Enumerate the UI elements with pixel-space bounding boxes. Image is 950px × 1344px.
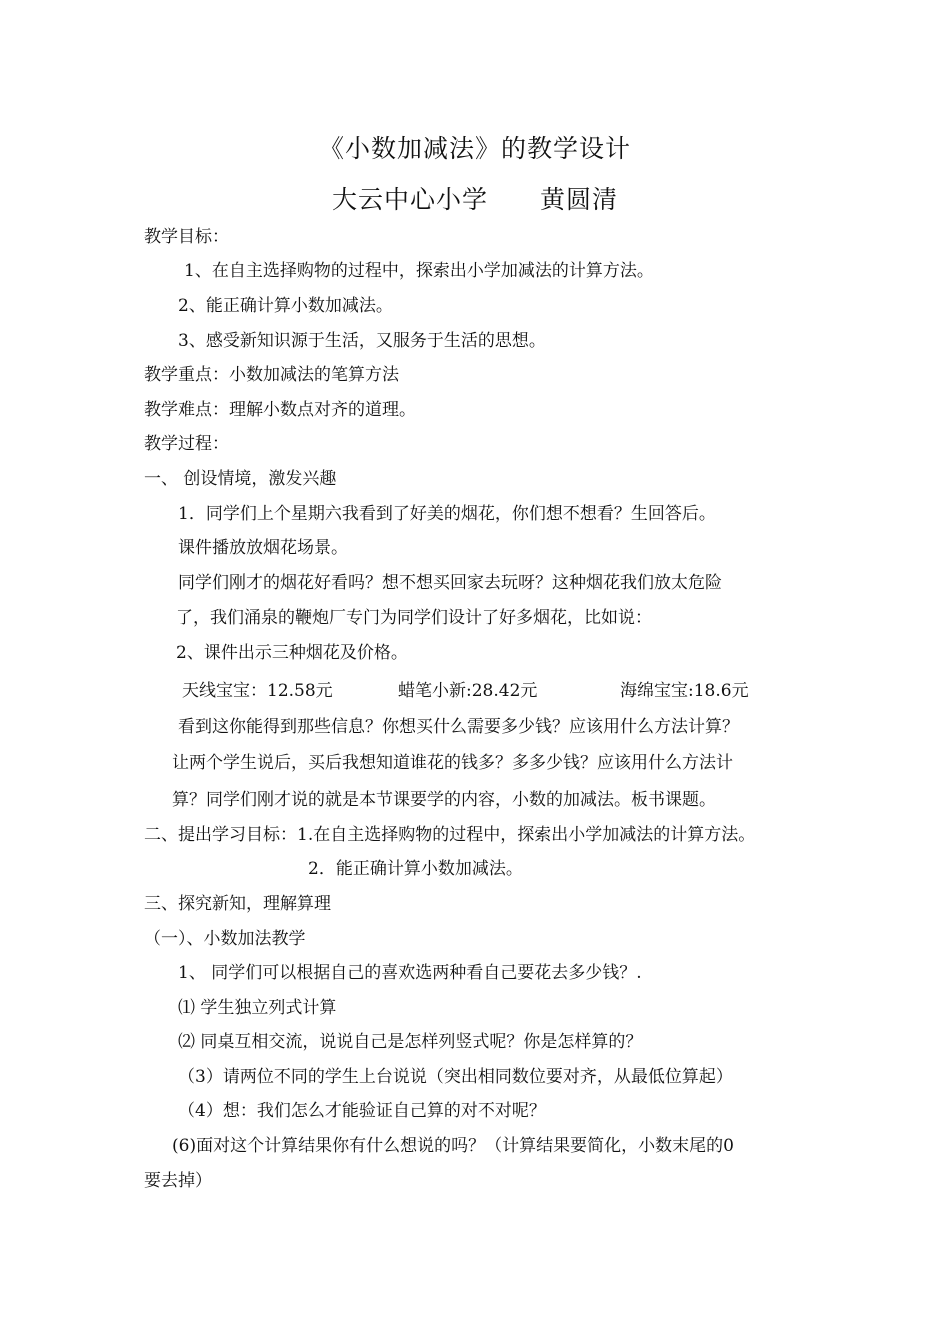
section-heading-two: 二、提出学习目标：1.在自主选择购物的过程中，探索出小学加减法的计算方法。 (144, 825, 756, 845)
section-heading-one: 一、 创设情境，激发兴趣 (144, 469, 337, 489)
paragraph-line: 让两个学生说后，买后我想知道谁花的钱多？多多少钱？应该用什么方法计 (172, 753, 733, 773)
paragraph-line: 2、课件出示三种烟花及价格。 (176, 643, 408, 663)
subsection-heading: （一）、小数加法教学 (144, 929, 306, 949)
key-point-line: 教学重点：小数加减法的笔算方法 (144, 365, 399, 385)
step-line: ⑵ 同桌互相交流，说说自己是怎样列竖式呢？你是怎样算的？ (178, 1032, 643, 1052)
step-line: （4）想：我们怎么才能验证自己算的对不对呢？ (178, 1101, 546, 1121)
step-line: （3）请两位不同的学生上台说说（突出相同数位要对齐，从最低位算起） (178, 1067, 733, 1087)
paragraph-line: 了，我们涌泉的鞭炮厂专门为同学们设计了好多烟花，比如说： (176, 608, 652, 628)
price-item-haimian: 海绵宝宝:18.6元 (620, 681, 749, 701)
step-line-continued: 要去掉） (144, 1171, 212, 1191)
paragraph-line: 1．同学们上个星期六我看到了好美的烟花，你们想不想看？生回答后。 (178, 504, 716, 524)
paragraph-line: 算？同学们刚才说的就是本节课要学的内容，小数的加减法。板书课题。 (172, 790, 716, 810)
section-heading-three: 三、探究新知，理解算理 (144, 894, 331, 914)
price-item-tianxian: 天线宝宝：12.58元 (182, 681, 333, 701)
document-title: 《小数加减法》的教学设计 (318, 134, 631, 163)
paragraph-line: 看到这你能得到那些信息？你想买什么需要多少钱？应该用什么方法计算？ (178, 717, 739, 737)
step-line: (6)面对这个计算结果你有什么想说的吗？（计算结果要简化，小数末尾的0 (172, 1136, 734, 1156)
objective-item: 2、能正确计算小数加减法。 (178, 296, 393, 316)
step-line: 1、 同学们可以根据自己的喜欢选两种看自己要花去多少钱？. (178, 963, 642, 983)
difficulty-line: 教学难点：理解小数点对齐的道理。 (144, 400, 416, 420)
price-item-labi: 蜡笔小新:28.42元 (398, 681, 538, 701)
section-heading-process: 教学过程： (144, 434, 229, 454)
paragraph-line: 同学们刚才的烟花好看吗？想不想买回家去玩呀？这种烟花我们放太危险 (178, 573, 722, 593)
objective-item: 3、感受新知识源于生活，又服务于生活的思想。 (178, 331, 546, 351)
objective-item: 1、在自主选择购物的过程中，探索出小学加减法的计算方法。 (184, 261, 654, 281)
section-heading-objectives: 教学目标： (144, 227, 229, 247)
goal-item: 2．能正确计算小数加减法。 (308, 859, 523, 879)
paragraph-line: 课件播放放烟花场景。 (178, 538, 348, 558)
document-subtitle: 大云中心小学 黄圆清 (331, 185, 618, 214)
step-line: ⑴ 学生独立列式计算 (178, 998, 337, 1018)
